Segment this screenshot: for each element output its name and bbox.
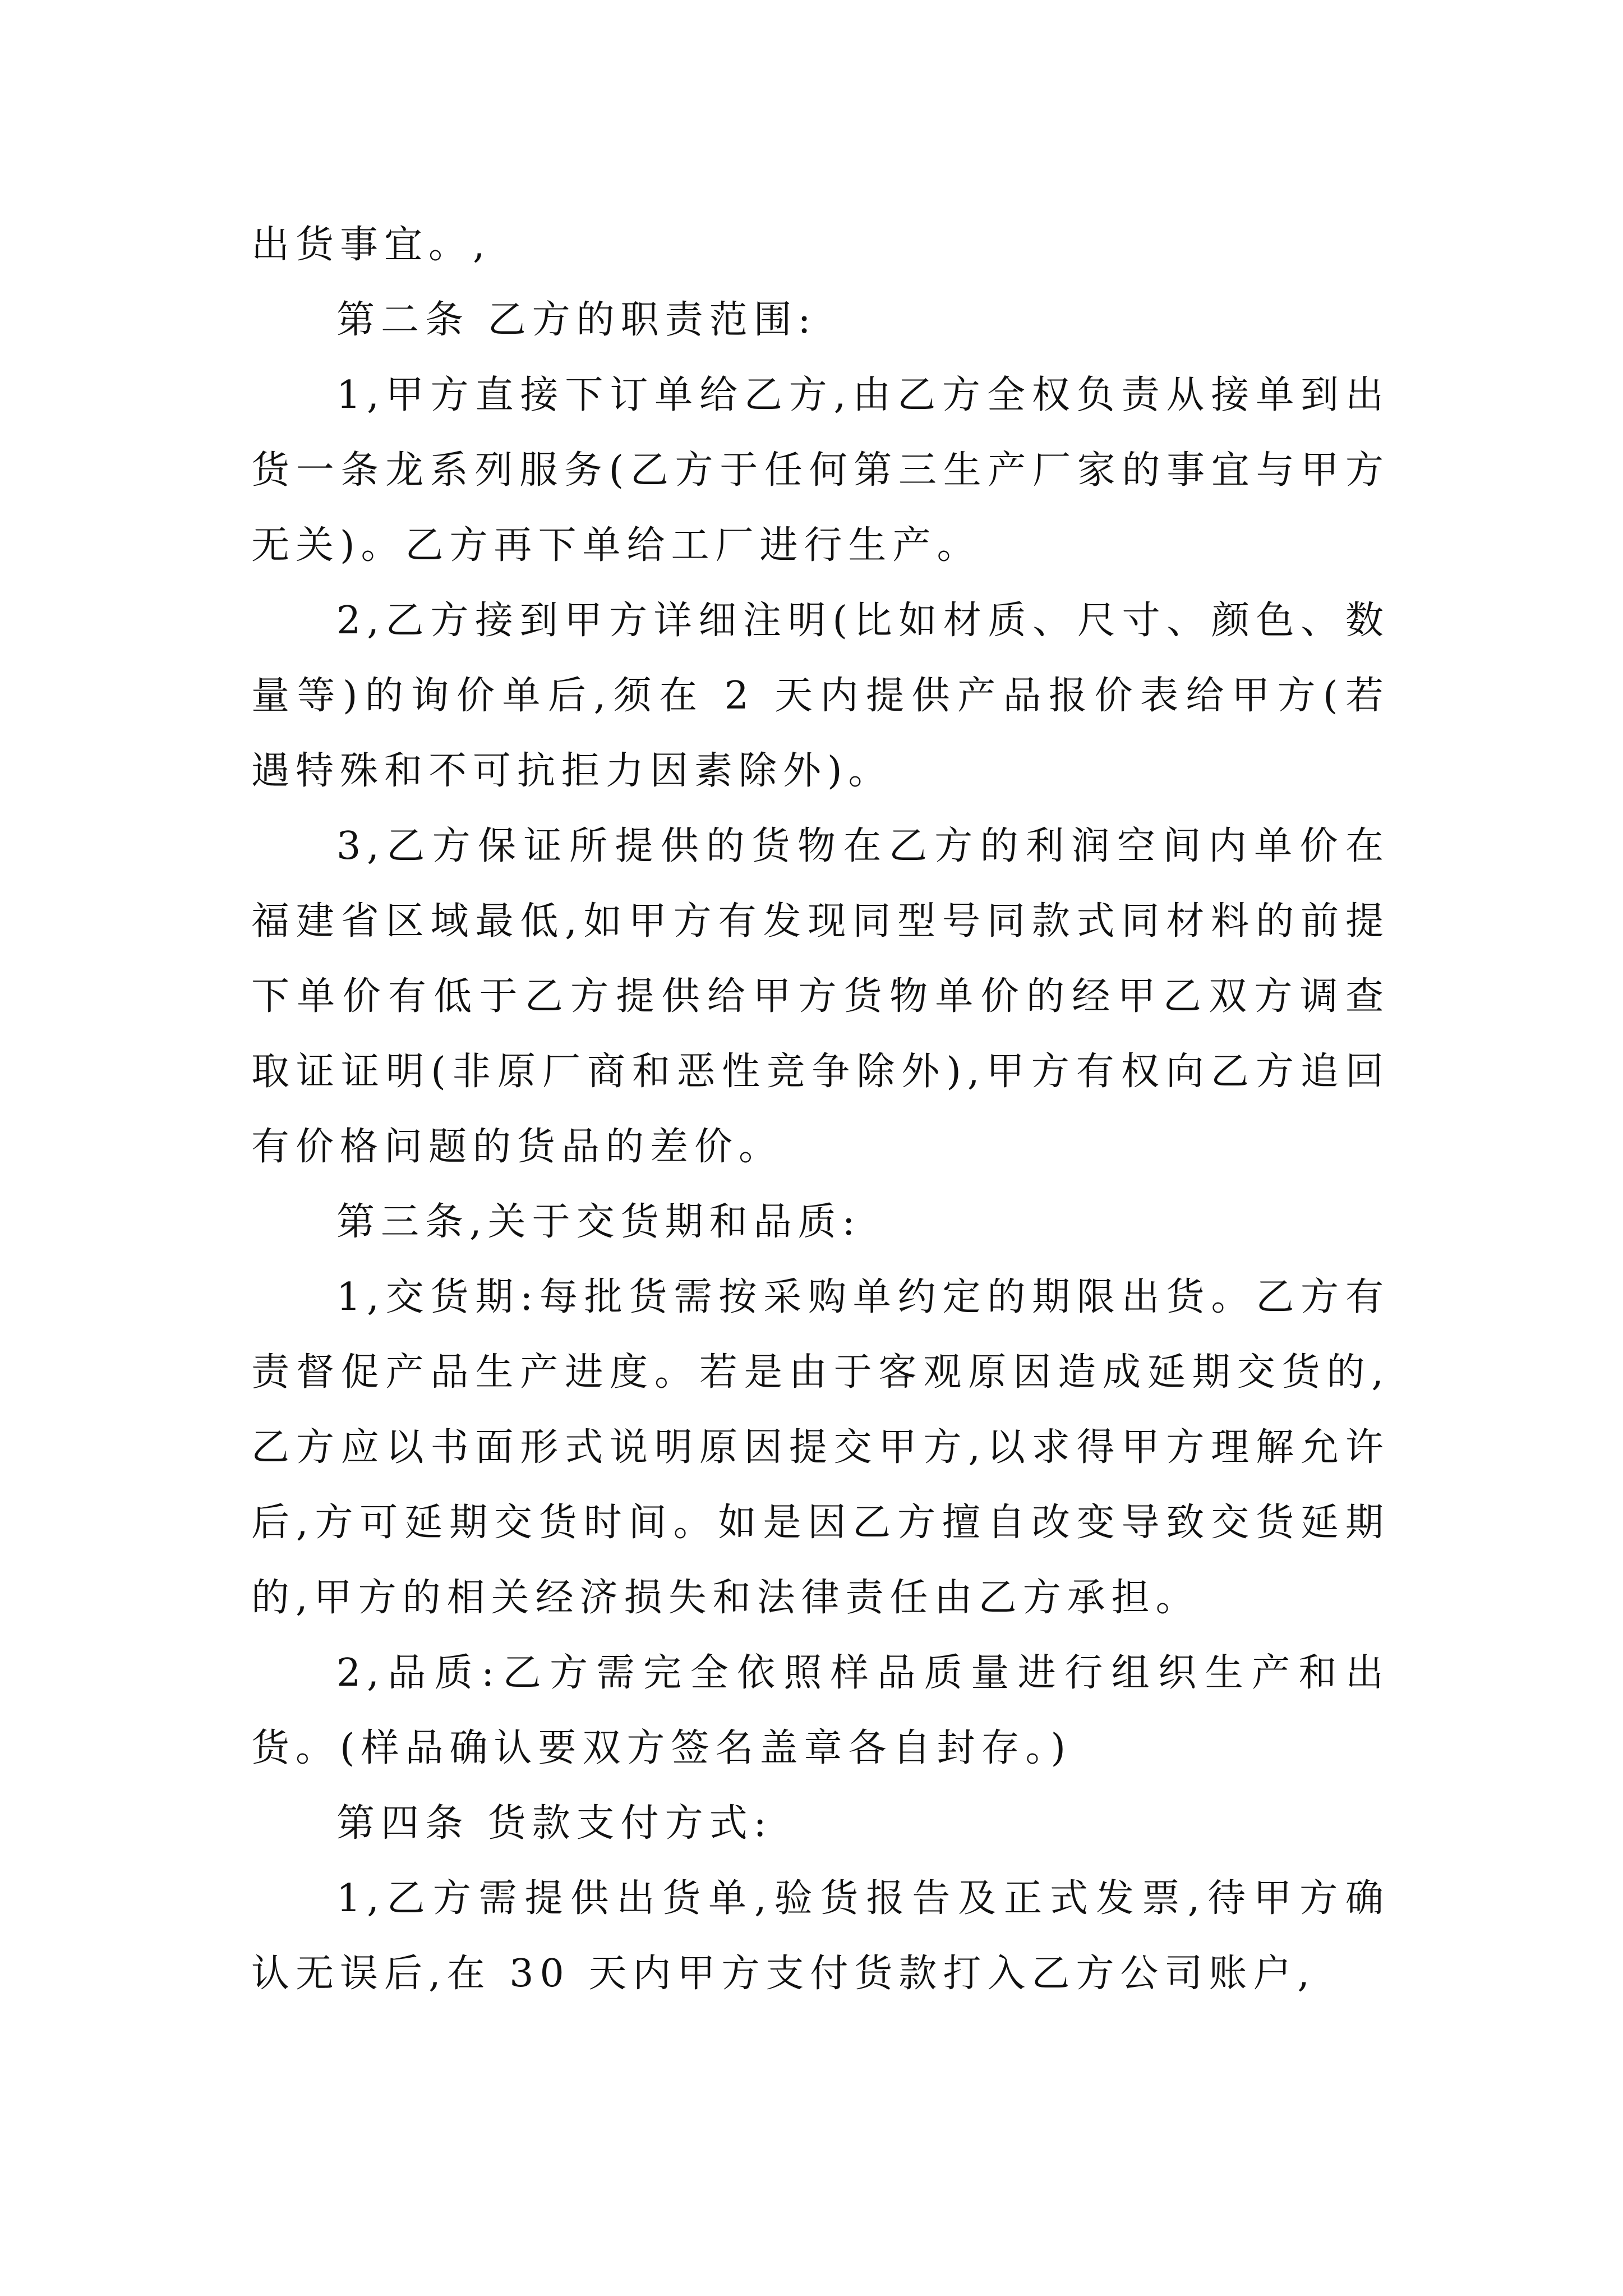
- article-3-clause-2: 2,品质:乙方需完全依照样品质量进行组织生产和出货。(样品确认要双方签名盖章各自封存。): [251, 1651, 1390, 1770]
- article-3-heading: 第三条,关于交货期和品质:: [336, 1200, 861, 1244]
- article-2-clause-3: 3,乙方保证所提供的货物在乙方的利润空间内单价在福建省区域最低,如甲方有发现同型号同款式同材料的前提下单价有低于乙方提供给甲方货物单价的经甲乙双方调查取证证明(非原厂商和恶性竞争除外),甲方有权向乙方追回有价格问题的货品的差价。: [251, 824, 1390, 1169]
- contract-page-body: [251, 208, 1390, 2012]
- article-4-heading: 第四条 货款支付方式:: [336, 1801, 773, 1846]
- paragraph-continuation: 出货事宜。,: [251, 223, 491, 267]
- article-2-heading: 第二条 乙方的职责范围:: [336, 298, 817, 342]
- article-3-clause-1: 1,交货期:每批货需按采购单约定的期限出货。乙方有责督促产品生产进度。若是由于客观原因造成延期交货的,乙方应以书面形式说明原因提交甲方,以求得甲方理解允许后,方可延期交货时间。如是因乙方擅自改变导致交货延期的,甲方的相关经济损失和法律责任由乙方承担。: [251, 1275, 1390, 1620]
- article-4-clause-1: 1,乙方需提供出货单,验货报告及正式发票,待甲方确认无误后,在 30 天内甲方支付货款打入乙方公司账户,: [251, 1876, 1390, 1996]
- article-2-clause-1: 1,甲方直接下订单给乙方,由乙方全权负责从接单到出货一条龙系列服务(乙方于任何第三生产厂家的事宜与甲方无关)。乙方再下单给工厂进行生产。: [251, 373, 1390, 568]
- article-2-clause-2: 2,乙方接到甲方详细注明(比如材质、尺寸、颜色、数量等)的询价单后,须在 2 天内提供产品报价表给甲方(若遇特殊和不可抗拒力因素除外)。: [251, 599, 1390, 793]
